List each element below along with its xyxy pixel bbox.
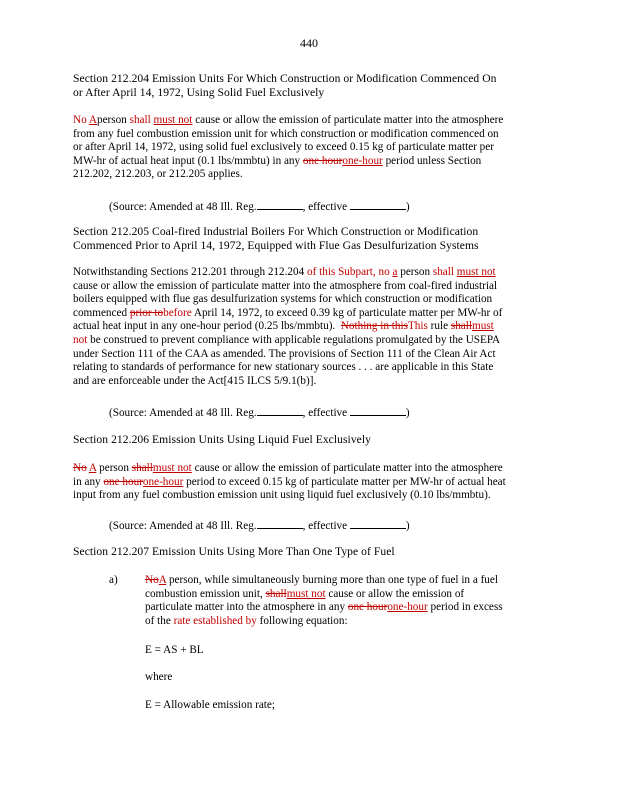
section-212-205-paragraph <box>73 266 553 388</box>
section-212-207-item-a <box>145 574 535 628</box>
section-212-204-paragraph <box>73 114 553 182</box>
text: person <box>400 266 431 278</box>
section-212-206-heading <box>73 433 553 447</box>
text: period unless Section <box>385 154 482 167</box>
item-label: a) <box>109 574 118 586</box>
inserted-phrase: one-hour <box>142 475 184 488</box>
source-text: , effective <box>302 201 348 213</box>
text: of the <box>145 614 171 627</box>
blank-line <box>257 405 303 416</box>
section-212-207-heading <box>73 545 553 559</box>
deleted-word: shall <box>450 320 472 333</box>
deleted-word: shall <box>265 587 287 600</box>
heading-line: Commenced Prior to April 14, 1972, Equipped with Flue Gas Desulfurization Systems <box>73 239 479 253</box>
inserted-word: No <box>73 114 87 126</box>
deleted-phrase: one hour <box>302 154 343 167</box>
where-text: where <box>145 671 173 683</box>
source-text: (Source: Amended at 48 Ill. Reg. <box>109 201 257 213</box>
inserted-word: before <box>163 306 192 319</box>
text: under Section 111 of the CAA as amended. The provisions of Section 111 of the Clean Air Act <box>73 347 496 360</box>
inserted-phrase: must not <box>456 266 496 278</box>
text: cause or allow the emission of particulate matter into the atmosphere <box>195 114 504 126</box>
blank-line <box>350 518 406 529</box>
text: cause or allow the emission of <box>328 587 465 600</box>
blank-line <box>257 199 303 210</box>
text: following equation: <box>259 614 348 627</box>
text: person <box>96 114 127 126</box>
heading-line: or After April 14, 1972, Using Solid Fuel Exclusively <box>73 86 325 100</box>
heading-line: Section 212.204 Emission Units For Which Construction or Modification Commenced On <box>73 72 497 85</box>
revised-word: shall <box>432 266 454 278</box>
definition-e: E = Allowable emission rate; <box>145 699 275 711</box>
text: particulate matter into the atmosphere in any <box>145 601 346 614</box>
inserted-word: a <box>392 266 398 278</box>
text: actual heat input in any one-hour period (0.25 lbs/mmbtu). <box>73 320 336 333</box>
blank-line <box>257 518 303 529</box>
source-text: , effective <box>302 407 348 419</box>
text: combustion emission unit, <box>145 587 263 600</box>
source-text: ) <box>405 520 410 532</box>
text: 212.202, 212.203, or 212.205 applies. <box>73 168 243 181</box>
inserted-phrase: one-hour <box>387 601 428 614</box>
text: or after April 14, 1972, using solid fuel exclusively to exceed 0.15 kg of particulate matter per <box>73 141 494 154</box>
inserted-phrase: one-hour <box>342 154 383 167</box>
text: be construed to prevent compliance with applicable regulations promulgated by the USEPA <box>90 333 501 346</box>
source-text: (Source: Amended at 48 Ill. Reg. <box>109 407 257 419</box>
text: person, while simultaneously burning more than one type of fuel in a fuel <box>168 574 498 586</box>
heading-line: Section 212.206 Emission Units Using Liquid Fuel Exclusively <box>73 433 371 446</box>
section-212-204-heading <box>73 72 553 101</box>
text: April 14, 1972, to exceed 0.39 kg of particulate matter per MW-hr of <box>193 306 503 319</box>
section-212-205-heading <box>73 225 553 254</box>
deleted-phrase: one hour <box>103 475 143 488</box>
inserted-word: A <box>158 574 167 586</box>
text: Notwithstanding Sections 212.201 through 212.204 <box>73 266 305 278</box>
text: MW-hr of actual heat input (0.1 lbs/mmbtu) in any <box>73 154 301 167</box>
source-note <box>109 405 410 421</box>
source-text: ) <box>405 201 410 213</box>
text: cause or allow the emission of particulate matter into the atmosphere from coal-fired industrial <box>73 279 498 292</box>
deleted-word: No <box>145 574 159 586</box>
text: boilers equipped with flue gas desulfurization systems for which construction or modification <box>73 293 493 306</box>
text: in any <box>73 475 101 488</box>
source-note <box>109 518 410 534</box>
source-note <box>109 199 410 215</box>
source-text: ) <box>405 407 410 419</box>
blank-line <box>350 405 406 416</box>
blank-line <box>350 199 406 210</box>
text: period in excess <box>430 601 503 614</box>
inserted-phrase: must not <box>153 114 193 126</box>
inserted-word: A <box>88 114 97 126</box>
deleted-phrase: Nothing in this <box>340 320 408 333</box>
section-212-206-paragraph <box>73 462 553 503</box>
text: rule <box>430 320 449 333</box>
text: person <box>99 462 129 474</box>
text: period to exceed 0.15 kg of particulate matter per MW-hr of actual heat <box>186 475 506 488</box>
source-text: , effective <box>302 520 348 532</box>
deleted-word: No <box>73 462 87 474</box>
page-number: 440 <box>300 36 318 50</box>
inserted-phrase: must not <box>152 462 192 474</box>
inserted-phrase: must not <box>286 587 326 600</box>
deleted-phrase: prior to <box>129 306 164 319</box>
heading-line: Section 212.205 Coal-fired Industrial Boilers For Which Construction or Modification <box>73 225 479 238</box>
deleted-phrase: one hour <box>347 601 388 614</box>
text: input from any fuel combustion emission unit using liquid fuel exclusively (0.10 lbs/mmbtu). <box>73 489 491 502</box>
text: relating to standards of performance for new stationary sources . . . are applicable in this State <box>73 361 494 374</box>
inserted-word: not <box>73 333 88 346</box>
revised-phrase: of this Subpart, no <box>307 266 390 278</box>
deleted-word: shall <box>131 462 153 474</box>
revised-word: shall <box>129 114 151 126</box>
inserted-word: This <box>407 320 428 333</box>
inserted-word: must <box>472 320 494 333</box>
text: from any fuel combustion emission unit for which construction or modification commenced on <box>73 127 499 140</box>
formula: E = AS + BL <box>145 644 204 656</box>
inserted-phrase: rate established by <box>173 614 257 627</box>
text: commenced <box>73 306 128 319</box>
heading-line: Section 212.207 Emission Units Using More Than One Type of Fuel <box>73 545 395 558</box>
text: cause or allow the emission of particulate matter into the atmosphere <box>194 462 503 474</box>
inserted-word: A <box>88 462 97 474</box>
text: and are enforceable under the Act[415 ILCS 5/9.1(b)]. <box>73 374 317 387</box>
source-text: (Source: Amended at 48 Ill. Reg. <box>109 520 257 532</box>
